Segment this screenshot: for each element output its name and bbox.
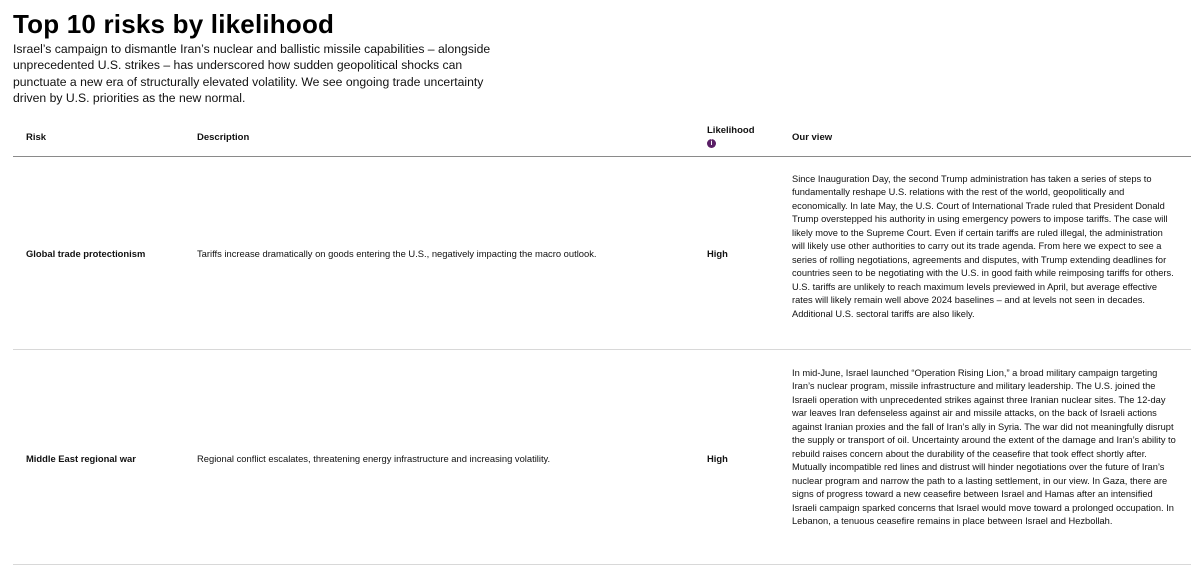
likelihood-value: High <box>707 248 728 259</box>
our-view-text: In mid-June, Israel launched “Operation Rising Lion,” a broad military campaign targeting Iran’s nuclear program, missile infrastructure and military leadership. The U.S. joined the Israeli operation with unprecedented strikes against three Iranian nuclear sites. The 12-day war leaves Iran defenseless against air and missile attacks, on the back of Israeli actions against Iranian proxies and the fall of Iran’s ally in Syria. The war did not meaningfully disrupt the supply or transport of oil. Uncertainty around the extent of the damage and Iran’s ability to rebuild raises concern about the durability of the ceasefire that took effect shortly after. Mutually incompatible red lines and distrust will hinder negotiations over the future of Iran’s nuclear program and narrow the path to a lasting settlement, in our view. In Gaza, there are signs of progress toward a new ceasefire between Israel and Hamas after an intensified Israeli campaign sparked concerns that Israel would move toward a prolonged occupation. In Lebanon, a tenuous ceasefire remains in place between Israel and Hezbollah. <box>792 368 1176 526</box>
page-title: Top 10 risks by likelihood <box>13 9 335 39</box>
row-divider <box>13 564 1191 565</box>
likelihood-value: High <box>707 453 728 464</box>
risk-description: Regional conflict escalates, threatening energy infrastructure and increasing volatility. <box>197 453 551 464</box>
risk-description: Tariffs increase dramatically on goods entering the U.S., negatively impacting the macro outlook. <box>197 248 597 259</box>
column-header-likelihood: Likelihood <box>707 125 755 136</box>
column-header-risk: Risk <box>26 132 47 143</box>
column-header-our-view: Our view <box>792 132 833 143</box>
risk-name: Middle East regional war <box>26 453 136 464</box>
header-divider <box>13 156 1191 157</box>
column-header-description: Description <box>197 132 250 143</box>
our-view-text: Since Inauguration Day, the second Trump administration has taken a series of steps to fundamentally reshape U.S. relations with the rest of the world, geopolitically and economically. In late May, the U.S. Court of International Trade ruled that President Donald Trump overstepped his authority in using emergency powers to impose tariffs. The case will likely move to the Supreme Court. Even if certain tariffs are ruled illegal, the administration will likely use other authorities to carry out its trade agenda. From here we expect to see a series of rolling negotiations, agreements and disputes, with Trump extending deadlines for countries seen to be negotiating with the U.S. in good faith while reimposing tariffs for others. U.S. tariffs are unlikely to reach maximum levels previewed in April, but average effective rates will likely remain well above 2024 baselines – and at levels not seen in decades. Additional U.S. sectoral tariffs are also likely. <box>792 174 1174 319</box>
row-divider <box>13 349 1191 350</box>
info-icon[interactable]: i <box>707 139 716 148</box>
page-subtitle: Israel’s campaign to dismantle Iran’s nuclear and ballistic missile capabilities – alongside unprecedented U.S. strikes – has underscored how sudden geopolitical shocks can punctuate a new era of structurally elevated volatility. We see ongoing trade uncertainty driven by U.S. priorities as the new normal. <box>13 42 491 105</box>
risk-name: Global trade protectionism <box>26 248 146 259</box>
